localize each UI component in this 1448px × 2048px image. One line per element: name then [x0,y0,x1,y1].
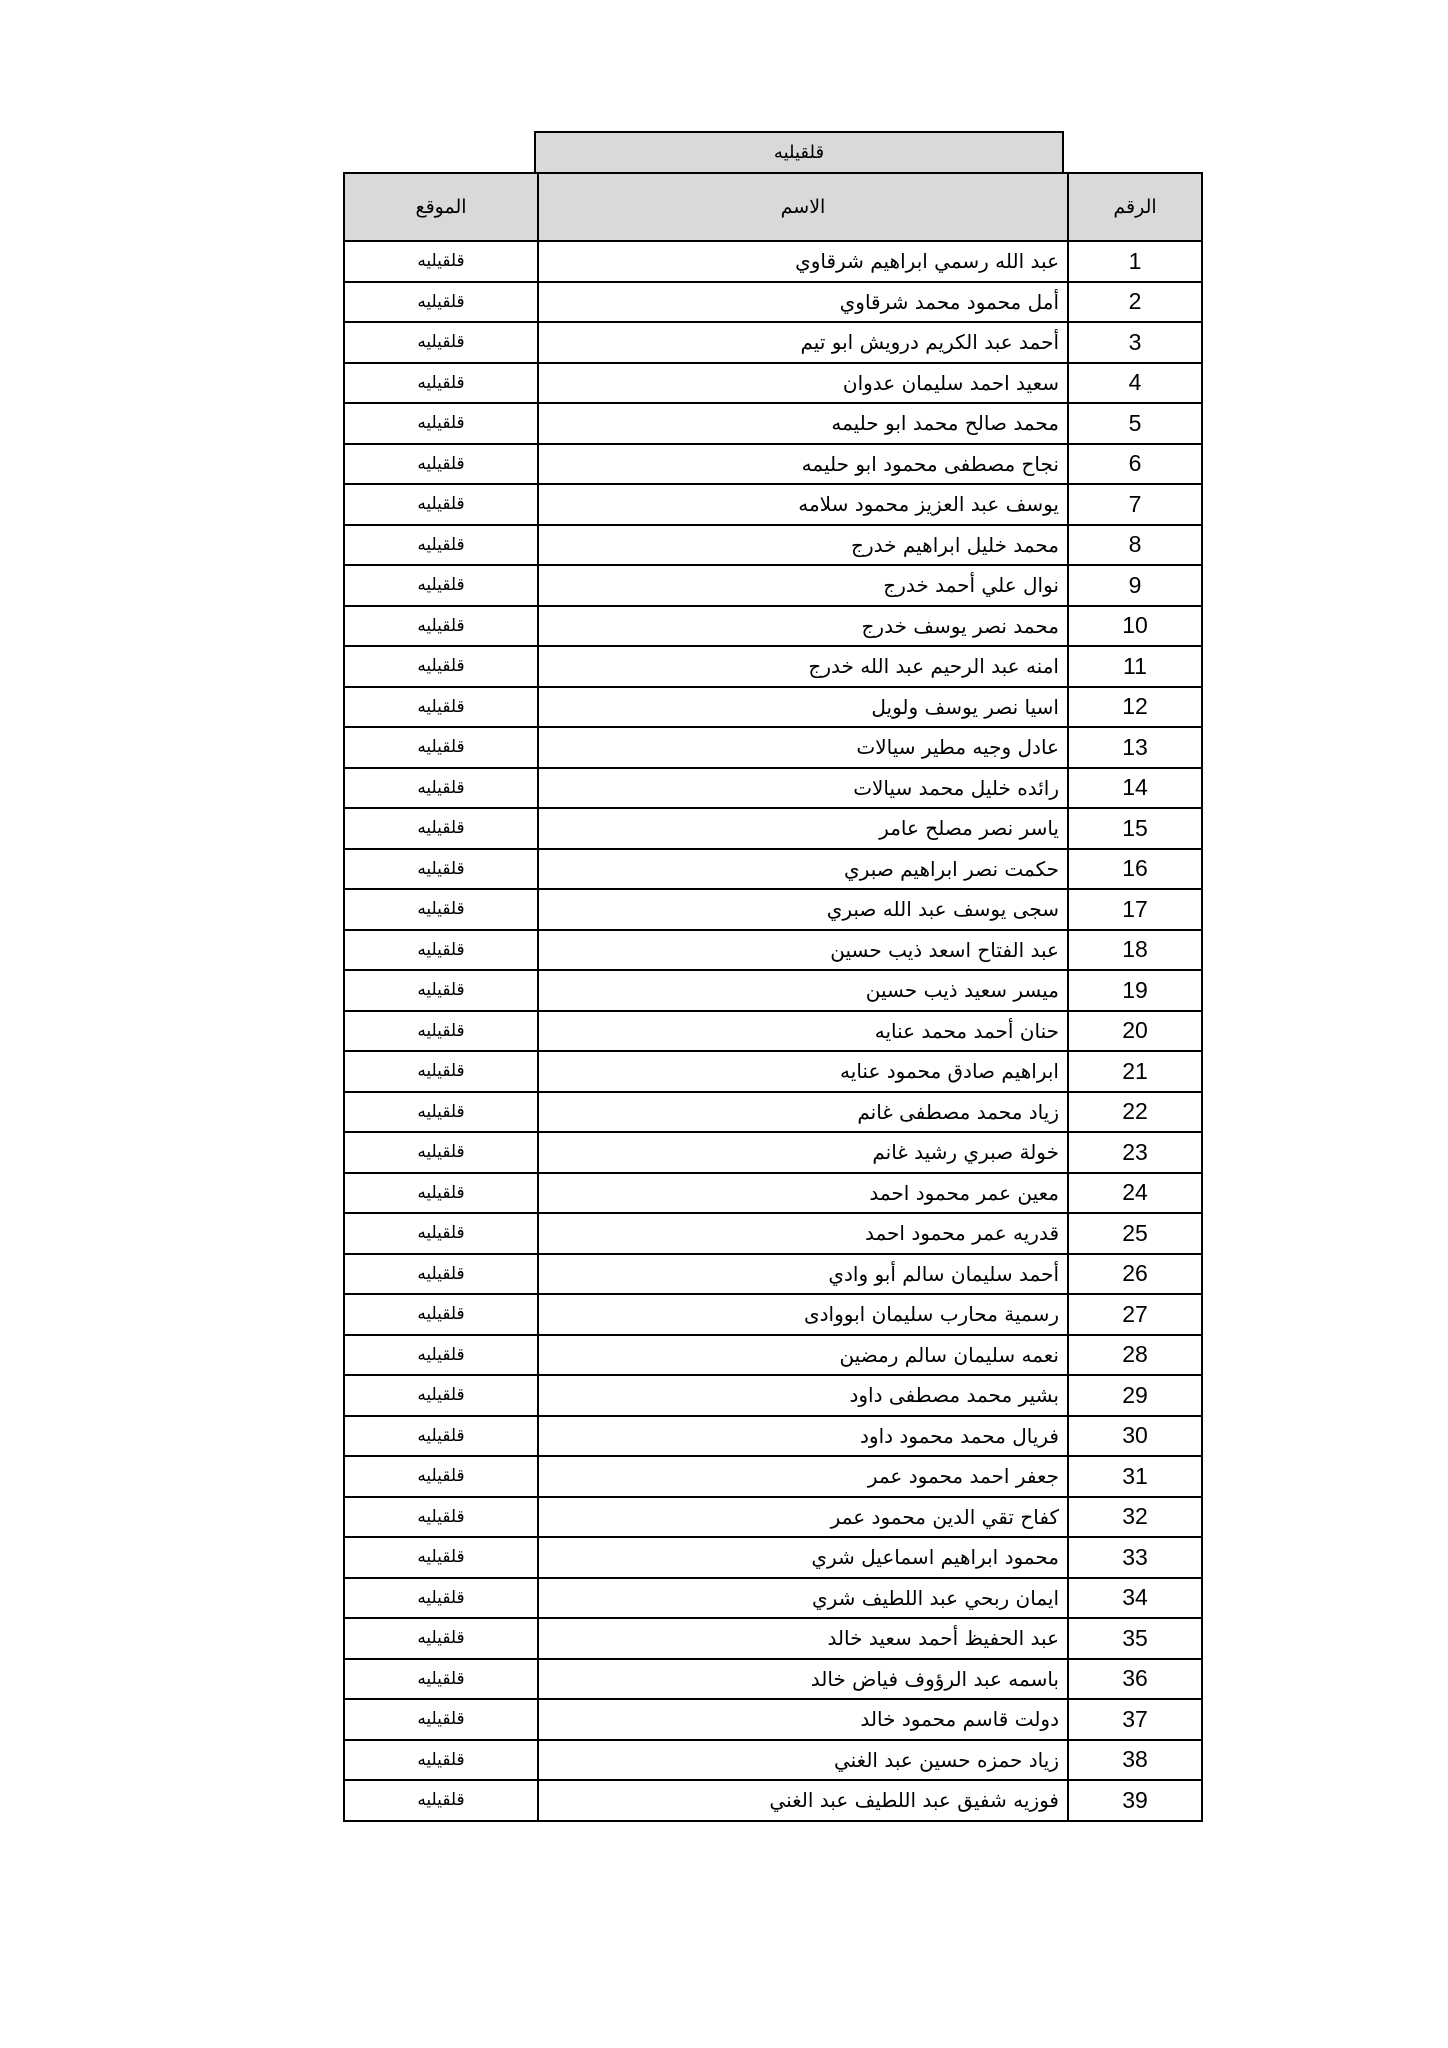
row-name: فوزيه شفيق عبد اللطيف عبد الغني [538,1780,1068,1821]
table-row [344,1375,1202,1416]
row-number: 36 [1068,1659,1202,1700]
row-number: 27 [1068,1294,1202,1335]
row-location: قلقيليه [344,930,538,971]
row-location: قلقيليه [344,1416,538,1457]
row-number: 10 [1068,606,1202,647]
table-row [344,930,1202,971]
row-name: أحمد سليمان سالم أبو وادي [538,1254,1068,1295]
row-name: اسيا نصر يوسف ولويل [538,687,1068,728]
row-number: 24 [1068,1173,1202,1214]
table-row [344,646,1202,687]
table-row [344,1011,1202,1052]
row-number: 29 [1068,1375,1202,1416]
row-number: 16 [1068,849,1202,890]
table-row [344,1740,1202,1781]
row-number: 11 [1068,646,1202,687]
row-location: قلقيليه [344,241,538,282]
row-name: رائده خليل محمد سيالات [538,768,1068,809]
row-name: عبد الفتاح اسعد ذيب حسين [538,930,1068,971]
table-row [344,1294,1202,1335]
row-name: فريال محمد محمود داود [538,1416,1068,1457]
row-location: قلقيليه [344,768,538,809]
row-name: عبد الحفيظ أحمد سعيد خالد [538,1618,1068,1659]
row-number: 6 [1068,444,1202,485]
header-location: الموقع [344,173,538,241]
row-name: محمود ابراهيم اسماعيل شري [538,1537,1068,1578]
row-name: ايمان ربحي عبد اللطيف شري [538,1578,1068,1619]
table-row [344,1456,1202,1497]
row-location: قلقيليه [344,1578,538,1619]
row-location: قلقيليه [344,1335,538,1376]
row-number: 8 [1068,525,1202,566]
row-location: قلقيليه [344,1537,538,1578]
table-row [344,1578,1202,1619]
row-number: 5 [1068,403,1202,444]
table-row [344,1659,1202,1700]
table-row [344,970,1202,1011]
row-location: قلقيليه [344,889,538,930]
row-number: 30 [1068,1416,1202,1457]
row-number: 22 [1068,1092,1202,1133]
table-row [344,889,1202,930]
table-row [344,444,1202,485]
row-name: زياد حمزه حسين عبد الغني [538,1740,1068,1781]
table-row [344,1618,1202,1659]
table-row [344,1335,1202,1376]
row-name: باسمه عبد الرؤوف فياض خالد [538,1659,1068,1700]
table-row [344,1699,1202,1740]
row-number: 21 [1068,1051,1202,1092]
table-row [344,1092,1202,1133]
row-number: 32 [1068,1497,1202,1538]
table-row [344,1051,1202,1092]
row-location: قلقيليه [344,363,538,404]
header-row [344,173,1202,241]
row-name: دولت قاسم محمود خالد [538,1699,1068,1740]
table-row [344,1780,1202,1821]
row-location: قلقيليه [344,1497,538,1538]
row-number: 7 [1068,484,1202,525]
row-name: بشير محمد مصطفى داود [538,1375,1068,1416]
row-location: قلقيليه [344,808,538,849]
row-name: نوال علي أحمد خدرج [538,565,1068,606]
table-row [344,849,1202,890]
row-location: قلقيليه [344,282,538,323]
row-location: قلقيليه [344,565,538,606]
table-row [344,1254,1202,1295]
row-number: 34 [1068,1578,1202,1619]
row-location: قلقيليه [344,606,538,647]
row-location: قلقيليه [344,1294,538,1335]
row-number: 13 [1068,727,1202,768]
row-location: قلقيليه [344,1456,538,1497]
row-name: ميسر سعيد ذيب حسين [538,970,1068,1011]
row-name: قدريه عمر محمود احمد [538,1213,1068,1254]
row-number: 15 [1068,808,1202,849]
row-number: 3 [1068,322,1202,363]
row-number: 2 [1068,282,1202,323]
table-row [344,727,1202,768]
table-row [344,241,1202,282]
table-body [344,241,1202,1821]
table-row [344,1132,1202,1173]
table-row [344,1416,1202,1457]
row-number: 12 [1068,687,1202,728]
table-row [344,606,1202,647]
table-row [344,1537,1202,1578]
row-number: 4 [1068,363,1202,404]
header-number: الرقم [1068,173,1202,241]
row-location: قلقيليه [344,1780,538,1821]
row-number: 25 [1068,1213,1202,1254]
row-number: 31 [1068,1456,1202,1497]
row-name: عبد الله رسمي ابراهيم شرقاوي [538,241,1068,282]
row-number: 28 [1068,1335,1202,1376]
row-location: قلقيليه [344,1213,538,1254]
row-name: أمل محمود محمد شرقاوي [538,282,1068,323]
row-number: 38 [1068,1740,1202,1781]
row-location: قلقيليه [344,687,538,728]
row-name: سجى يوسف عبد الله صبري [538,889,1068,930]
row-name: نعمه سليمان سالم رمضين [538,1335,1068,1376]
row-location: قلقيليه [344,1699,538,1740]
row-name: يوسف عبد العزيز محمود سلامه [538,484,1068,525]
row-number: 23 [1068,1132,1202,1173]
table-row [344,403,1202,444]
row-name: أحمد عبد الكريم درويش ابو تيم [538,322,1068,363]
row-number: 26 [1068,1254,1202,1295]
row-number: 1 [1068,241,1202,282]
row-location: قلقيليه [344,484,538,525]
row-location: قلقيليه [344,727,538,768]
row-location: قلقيليه [344,322,538,363]
row-name: ياسر نصر مصلح عامر [538,808,1068,849]
table-row [344,1497,1202,1538]
table-row [344,363,1202,404]
row-location: قلقيليه [344,444,538,485]
names-table [343,172,1203,1822]
row-name: امنه عبد الرحيم عبد الله خدرج [538,646,1068,687]
row-number: 35 [1068,1618,1202,1659]
row-location: قلقيليه [344,1254,538,1295]
row-location: قلقيليه [344,403,538,444]
row-location: قلقيليه [344,1740,538,1781]
row-name: خولة صبري رشيد غانم [538,1132,1068,1173]
row-name: معين عمر محمود احمد [538,1173,1068,1214]
row-number: 20 [1068,1011,1202,1052]
row-name: عادل وجيه مطير سيالات [538,727,1068,768]
row-name: زياد محمد مصطفى غانم [538,1092,1068,1133]
row-name: محمد نصر يوسف خدرج [538,606,1068,647]
table-row [344,282,1202,323]
row-location: قلقيليه [344,1173,538,1214]
table-header [344,173,1202,241]
table-row [344,1173,1202,1214]
row-location: قلقيليه [344,646,538,687]
row-number: 14 [1068,768,1202,809]
table-row [344,1213,1202,1254]
table-row [344,768,1202,809]
row-location: قلقيليه [344,1132,538,1173]
row-number: 37 [1068,1699,1202,1740]
row-number: 19 [1068,970,1202,1011]
row-name: حنان أحمد محمد عنايه [538,1011,1068,1052]
table-row [344,525,1202,566]
row-location: قلقيليه [344,1051,538,1092]
row-location: قلقيليه [344,1011,538,1052]
table-row [344,484,1202,525]
row-name: حكمت نصر ابراهيم صبري [538,849,1068,890]
row-number: 9 [1068,565,1202,606]
row-location: قلقيليه [344,1618,538,1659]
row-number: 33 [1068,1537,1202,1578]
row-location: قلقيليه [344,1375,538,1416]
row-number: 17 [1068,889,1202,930]
region-title: قلقيليه [534,131,1064,172]
row-name: سعيد احمد سليمان عدوان [538,363,1068,404]
row-location: قلقيليه [344,525,538,566]
row-location: قلقيليه [344,1659,538,1700]
row-name: نجاح مصطفى محمود ابو حليمه [538,444,1068,485]
row-name: رسمية محارب سليمان ابووادى [538,1294,1068,1335]
header-name: الاسم [538,173,1068,241]
table-row [344,565,1202,606]
row-name: جعفر احمد محمود عمر [538,1456,1068,1497]
row-number: 18 [1068,930,1202,971]
table-row [344,687,1202,728]
table-row [344,808,1202,849]
row-location: قلقيليه [344,970,538,1011]
row-location: قلقيليه [344,849,538,890]
table-row [344,322,1202,363]
row-name: كفاح تقي الدين محمود عمر [538,1497,1068,1538]
row-name: محمد خليل ابراهيم خدرج [538,525,1068,566]
row-name: محمد صالح محمد ابو حليمه [538,403,1068,444]
row-location: قلقيليه [344,1092,538,1133]
row-number: 39 [1068,1780,1202,1821]
row-name: ابراهيم صادق محمود عنايه [538,1051,1068,1092]
